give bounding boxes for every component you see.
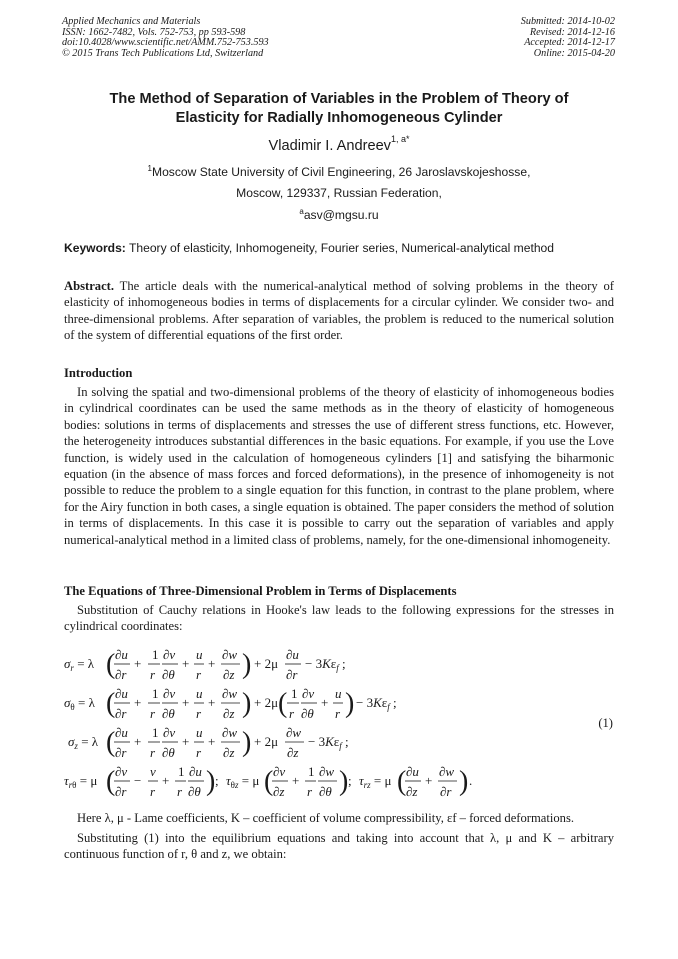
svg-text:∂u: ∂u <box>115 725 128 740</box>
journal-copyright: © 2015 Trans Tech Publications Ltd, Switzerland <box>62 47 264 59</box>
keywords <box>64 241 624 255</box>
keywords-text: Theory of elasticity, Inhomogeneity, Fourier series, Numerical-analytical method <box>128 241 555 255</box>
svg-text:∂u: ∂u <box>406 764 419 779</box>
svg-text:r: r <box>177 784 183 799</box>
svg-text:r: r <box>196 667 202 682</box>
svg-text:): ) <box>339 766 349 797</box>
affiliation-sup: 1 <box>147 164 152 173</box>
svg-text:∂u: ∂u <box>115 686 128 701</box>
svg-text:∂u: ∂u <box>286 647 299 662</box>
svg-text:+: + <box>425 773 433 788</box>
section-text: Substitution of Cauchy relations in Hooke's law leads to the following expressions for the stresses in cylindrical coordinates: <box>64 603 614 634</box>
svg-text:1: 1 <box>308 764 315 779</box>
svg-text:1: 1 <box>291 686 298 701</box>
svg-text:+: + <box>208 656 216 671</box>
abstract-text: The article deals with the numerical-analytical method of solving problems in the theory of elasticity of inhomogeneous bodies in terms of displacements for a circular cylinder. We consider two- and three-dimensional problems. After separation of variables, the problem is reduced to the numerical solution of the system of differential equations of the first order. <box>64 279 615 343</box>
svg-text:∂z: ∂z <box>287 745 299 760</box>
svg-text:∂w: ∂w <box>222 647 238 662</box>
svg-text:τrθ = μ: $\tau_{r\theta} = \mu$ <box>64 773 98 790</box>
date-revised: Revised: 2014-12-16 <box>529 26 615 38</box>
svg-text:u: u <box>196 647 203 662</box>
svg-text:∂v: ∂v <box>163 647 176 662</box>
svg-text:+: + <box>182 734 190 749</box>
affiliation-line-1: $^1$Moscow State University of Civil Engineering, 26 Jaroslavskojeshosse, <box>147 164 531 180</box>
after-equation-line-1: Here λ, μ - Lame coefficients, K – coefficient of volume compressibility, εf – forced deformations. <box>77 811 575 825</box>
svg-text:(: ( <box>106 766 116 797</box>
svg-text:1: 1 <box>152 686 159 701</box>
svg-text:+: + <box>162 773 170 788</box>
svg-text:∂z: ∂z <box>223 667 235 682</box>
svg-text:r: r <box>150 745 156 760</box>
svg-text:∂θ: ∂θ <box>162 745 175 760</box>
svg-text:∂w: ∂w <box>222 686 238 701</box>
svg-text:σz = λ: $\sigma_z = \lambda$ <box>68 734 99 751</box>
svg-text:u: u <box>196 725 203 740</box>
svg-text:∂z: ∂z <box>273 784 285 799</box>
svg-text:+: + <box>134 734 142 749</box>
svg-text:∂θ: ∂θ <box>319 784 332 799</box>
svg-text:r: r <box>150 667 156 682</box>
svg-text:∂θ: ∂θ <box>188 784 201 799</box>
svg-text:1: 1 <box>152 647 159 662</box>
svg-text:∂r: ∂r <box>115 784 127 799</box>
svg-text:σr = λ: $\sigma_r = \lambda$ <box>64 656 95 673</box>
svg-text:∂w: ∂w <box>222 725 238 740</box>
svg-text:∂θ: ∂θ <box>162 706 175 721</box>
svg-text:+: + <box>182 656 190 671</box>
journal-doi: doi:10.4028/www.scientific.net/AMM.752-753.593 <box>62 37 269 49</box>
svg-text:1: 1 <box>152 725 159 740</box>
svg-text:∂u: ∂u <box>189 764 202 779</box>
keywords-label: Keywords: <box>64 241 126 255</box>
svg-text:(: ( <box>106 727 116 758</box>
introduction-heading: Introduction <box>64 366 133 380</box>
svg-text:∂z: ∂z <box>406 784 418 799</box>
svg-text:): ) <box>459 766 469 797</box>
svg-text:+ 2μ: + 2μ <box>254 734 279 749</box>
svg-text:∂θ: ∂θ <box>162 667 175 682</box>
affiliation-line-2: Moscow, 129337, Russian Federation, <box>236 186 442 200</box>
svg-text:r: r <box>289 706 295 721</box>
svg-text:∂v: ∂v <box>302 686 315 701</box>
svg-text:∂r: ∂r <box>115 706 127 721</box>
svg-text:∂z: ∂z <box>223 745 235 760</box>
equation-number: (1) <box>598 716 613 730</box>
svg-text:∂w: ∂w <box>319 764 335 779</box>
svg-text:− 3Kεf ;: − $3K\varepsilon_f$ ; <box>305 656 346 673</box>
svg-text:;: ; <box>348 773 352 788</box>
svg-text:v: v <box>150 764 156 779</box>
introduction-text: In solving the spatial and two-dimensional problems of the theory of elasticity of inhomogeneous bodies in cylindrical coordinates can be used the same methods as in the theory of elasticity of homogeneous bodies: solutions in terms of displacements and stresses the use of different stress functions, etc. However, the heterogeneity introduces substantial differences in the basic equations. For example, if you use the Love function, is widely used in the calculation of homogeneous cylinders [1] and satisfying the biharmonic equation (in the absence of mass forces and forced deformations), in the presence of inhomogeneity is not possible to reduce the problem to a single equation for this function, in contrast to the plane problem, where for the Airy function in both cases, a single equation is obtained. The paper considers the method of solution in terms of displacements. In this case it is possible to carry out the separation of variables and apply numerical-analytical method in a limited class of problems, namely, for the one-dimensional inhomogeneity. <box>64 385 614 547</box>
svg-text:+: + <box>321 695 329 710</box>
after-equation-paragraph: Substituting (1) into the equilibrium equations and taking into account that λ, μ and K – arbitrary continuous function of r, θ and z, we obtain: <box>64 831 614 862</box>
date-submitted: Submitted: 2014-10-02 <box>520 16 615 27</box>
svg-text:+: + <box>208 734 216 749</box>
abstract-label: Abstract. <box>64 279 115 293</box>
svg-text:τθz = μ: $\tau_{\theta z} = \mu$ <box>226 773 260 790</box>
abstract <box>64 278 614 344</box>
author-sup: 1, a* <box>390 134 410 144</box>
svg-text:): ) <box>242 649 252 680</box>
date-online: Online: 2015-04-20 <box>533 47 615 59</box>
svg-text:∂r: ∂r <box>440 784 452 799</box>
svg-text:∂r: ∂r <box>115 667 127 682</box>
svg-text:∂v: ∂v <box>115 764 128 779</box>
journal-name: Applied Mechanics and Materials <box>62 16 201 27</box>
svg-text:;: ; <box>215 773 219 788</box>
svg-text:+ 2μ: + 2μ <box>254 695 279 710</box>
svg-text:.: . <box>469 773 473 788</box>
svg-text:): ) <box>242 727 252 758</box>
svg-text:r: r <box>196 745 202 760</box>
svg-text:∂w: ∂w <box>439 764 455 779</box>
svg-text:∂z: ∂z <box>223 706 235 721</box>
svg-text:− 3Kεf ;: − $3K\varepsilon_f$ ; <box>308 734 349 751</box>
svg-text:r: r <box>307 784 313 799</box>
submission-dates <box>521 17 615 59</box>
svg-text:(: ( <box>264 766 274 797</box>
svg-text:∂r: ∂r <box>286 667 298 682</box>
svg-text:): ) <box>242 688 252 719</box>
journal-issn: ISSN: 1662-7482, Vols. 752-753, pp 593-598 <box>62 26 246 38</box>
paper-title <box>64 90 614 127</box>
svg-text:+: + <box>208 695 216 710</box>
svg-text:∂w: ∂w <box>286 725 302 740</box>
svg-text:−: − <box>134 773 142 788</box>
svg-text:∂r: ∂r <box>115 745 127 760</box>
svg-text:∂v: ∂v <box>163 725 176 740</box>
svg-text:+: + <box>134 695 142 710</box>
svg-text:+: + <box>182 695 190 710</box>
svg-text:+: + <box>134 656 142 671</box>
svg-text:u: u <box>196 686 203 701</box>
svg-text:− 3Kεf ;: − $3K\varepsilon_f$ ; <box>356 695 397 712</box>
svg-text:(: ( <box>278 688 288 719</box>
author <box>64 136 614 154</box>
svg-text:r: r <box>196 706 202 721</box>
svg-text:u: u <box>335 686 342 701</box>
svg-text:r: r <box>335 706 341 721</box>
svg-text:∂θ: ∂θ <box>301 706 314 721</box>
section-heading: The Equations of Three-Dimensional Problem in Terms of Displacements <box>64 584 457 598</box>
svg-text:+ 2μ: + 2μ <box>254 656 279 671</box>
svg-text:σθ = λ: $\sigma_\theta = \lambda$ <box>64 695 95 712</box>
svg-text:(: ( <box>397 766 407 797</box>
author-email: $^a$asv@mgsu.ru <box>299 207 379 223</box>
email-sup: a <box>299 207 304 216</box>
svg-text:1: 1 <box>178 764 185 779</box>
date-accepted: Accepted: 2014-12-17 <box>524 37 615 49</box>
svg-text:): ) <box>345 688 355 719</box>
svg-text:): ) <box>206 766 216 797</box>
svg-text:r: r <box>150 784 156 799</box>
title-line-1: The Method of Separation of Variables in the Problem of Theory of <box>109 91 569 107</box>
title-line-2: Elasticity for Radially Inhomogeneous Cylinder <box>175 109 503 126</box>
journal-info <box>62 17 269 59</box>
svg-text:∂v: ∂v <box>273 764 286 779</box>
svg-text:+: + <box>292 773 300 788</box>
svg-text:(: ( <box>106 649 116 680</box>
svg-text:∂u: ∂u <box>115 647 128 662</box>
svg-text:r: r <box>150 706 156 721</box>
svg-text:τrz = μ: $\tau_{rz} = \mu$ <box>359 773 392 790</box>
author-name: Vladimir I. Andreev <box>268 137 391 154</box>
svg-text:(: ( <box>106 688 116 719</box>
svg-text:∂v: ∂v <box>163 686 176 701</box>
